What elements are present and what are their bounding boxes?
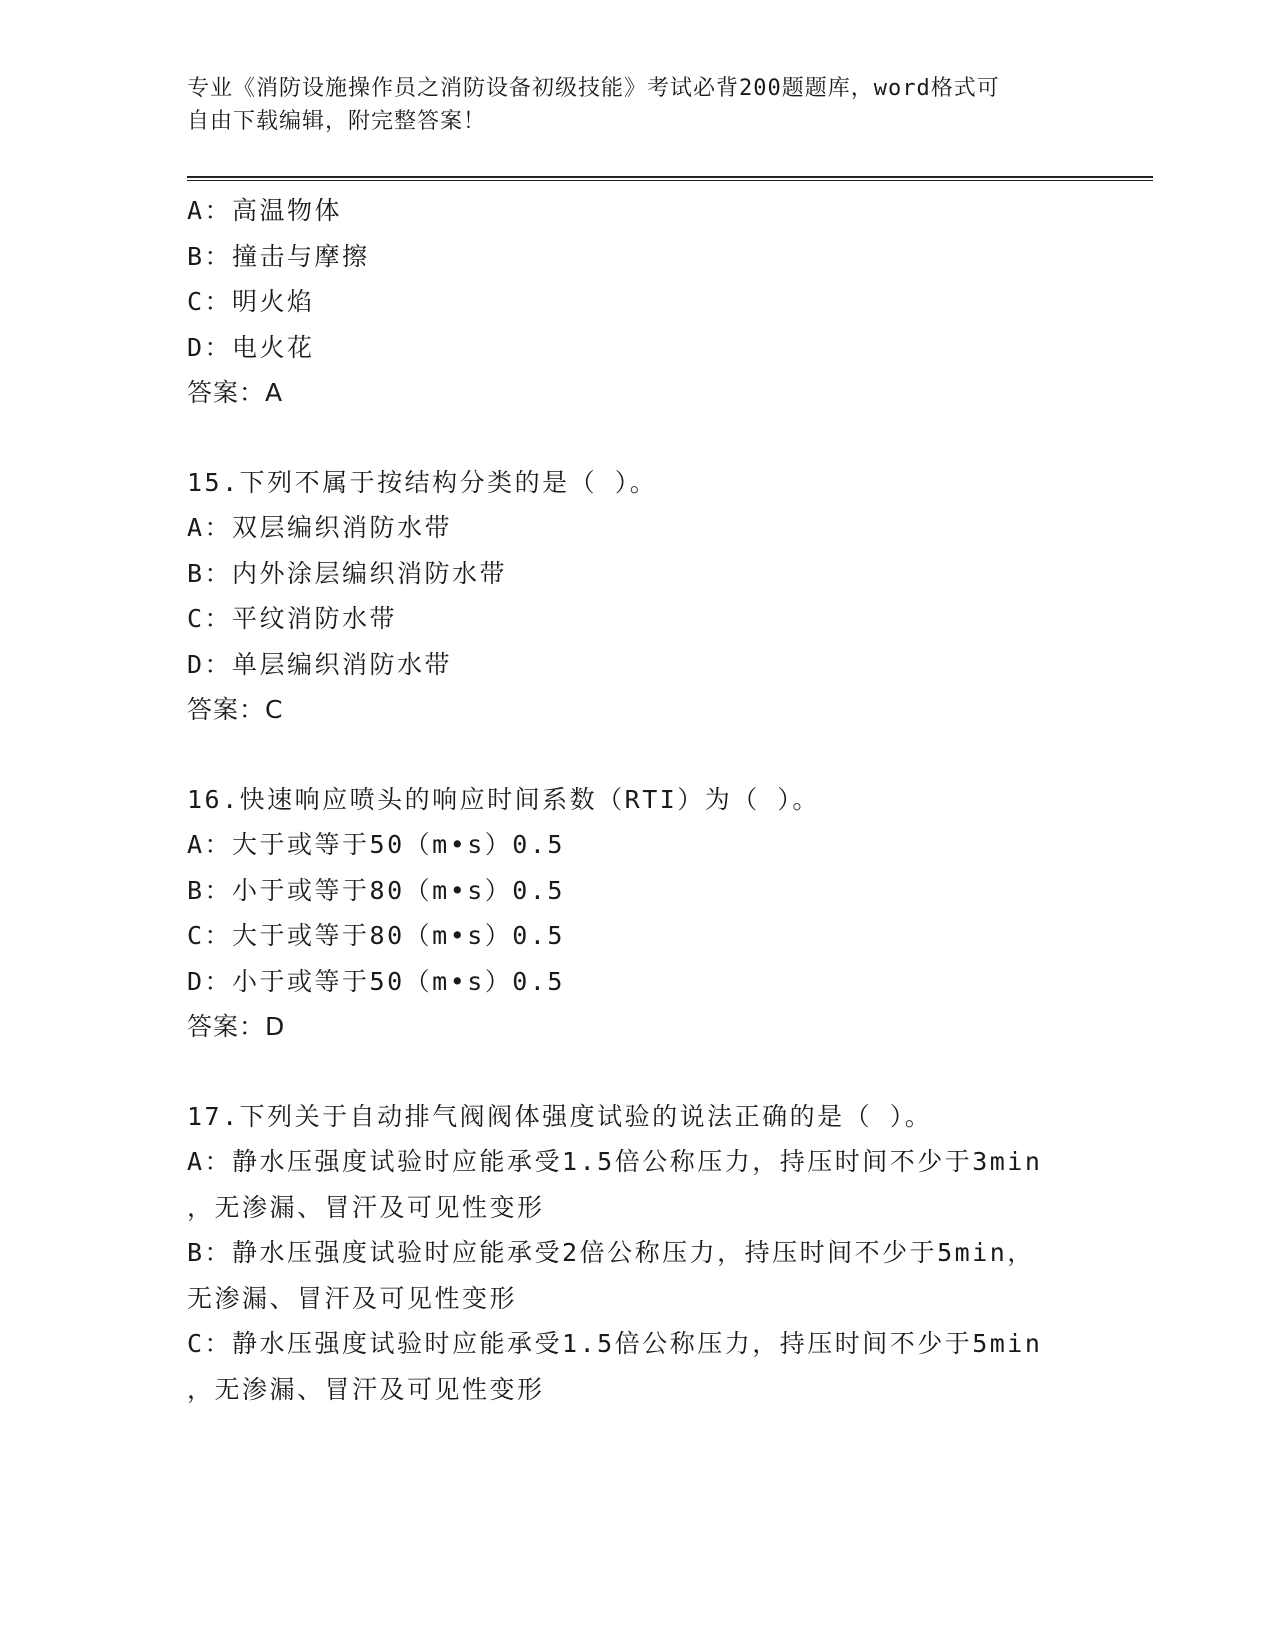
option-a: A：大于或等于50（m•s）0.5 bbox=[187, 830, 565, 859]
option-a bbox=[187, 1139, 1087, 1230]
option-b bbox=[187, 1230, 1087, 1321]
question-text: 15.下列不属于按结构分类的是（ ）。 bbox=[187, 467, 658, 497]
option-d: D：小于或等于50（m•s）0.5 bbox=[187, 966, 565, 996]
option-d: D：单层编织消防水带 bbox=[187, 649, 453, 679]
option-c bbox=[187, 1321, 1087, 1412]
question-text: 17.下列关于自动排气阀阀体强度试验的说法正确的是（ ）。 bbox=[187, 1101, 933, 1131]
header-line-2: 自由下载编辑，附完整答案！ bbox=[187, 109, 487, 134]
answer-line: 答案：D bbox=[187, 1012, 286, 1041]
question-text: 16.快速响应喷头的响应时间系数（RTI）为（ ）。 bbox=[187, 784, 820, 814]
answer-line: 答案：A bbox=[187, 378, 284, 407]
option-b: B：撞击与摩擦 bbox=[187, 241, 370, 271]
header-divider bbox=[187, 176, 1153, 181]
header-line-1: 专业《消防设施操作员之消防设备初级技能》考试必背200题题库，word格式可 bbox=[187, 76, 1000, 101]
option-c-line-2: ，无渗漏、冒汗及可见性变形 bbox=[187, 1374, 545, 1404]
option-a: A：双层编织消防水带 bbox=[187, 513, 453, 542]
option-c: C：明火焰 bbox=[187, 287, 315, 316]
document-header bbox=[187, 72, 1087, 138]
option-d: D：电火花 bbox=[187, 332, 315, 362]
option-c: C：平纹消防水带 bbox=[187, 604, 398, 633]
option-c: C：大于或等于80（m•s）0.5 bbox=[187, 921, 565, 950]
question-17 bbox=[187, 1094, 1087, 1413]
option-b-line-2: 无渗漏、冒汗及可见性变形 bbox=[187, 1283, 518, 1313]
option-b: B：小于或等于80（m•s）0.5 bbox=[187, 875, 565, 905]
option-b-line-1: B：静水压强度试验时应能承受2倍公称压力，持压时间不少于5min， bbox=[187, 1238, 1035, 1267]
option-a: A：高温物体 bbox=[187, 196, 343, 225]
question-list bbox=[187, 188, 1087, 1412]
question-15 bbox=[187, 460, 1087, 733]
option-b: B：内外涂层编织消防水带 bbox=[187, 558, 508, 588]
question-14 bbox=[187, 188, 1087, 416]
option-a-line-1: A：静水压强度试验时应能承受1.5倍公称压力，持压时间不少于3min bbox=[187, 1147, 1043, 1176]
question-16 bbox=[187, 777, 1087, 1050]
option-c-line-1: C：静水压强度试验时应能承受1.5倍公称压力，持压时间不少于5min bbox=[187, 1329, 1043, 1358]
answer-line: 答案：C bbox=[187, 695, 284, 724]
option-a-line-2: ，无渗漏、冒汗及可见性变形 bbox=[187, 1192, 545, 1222]
